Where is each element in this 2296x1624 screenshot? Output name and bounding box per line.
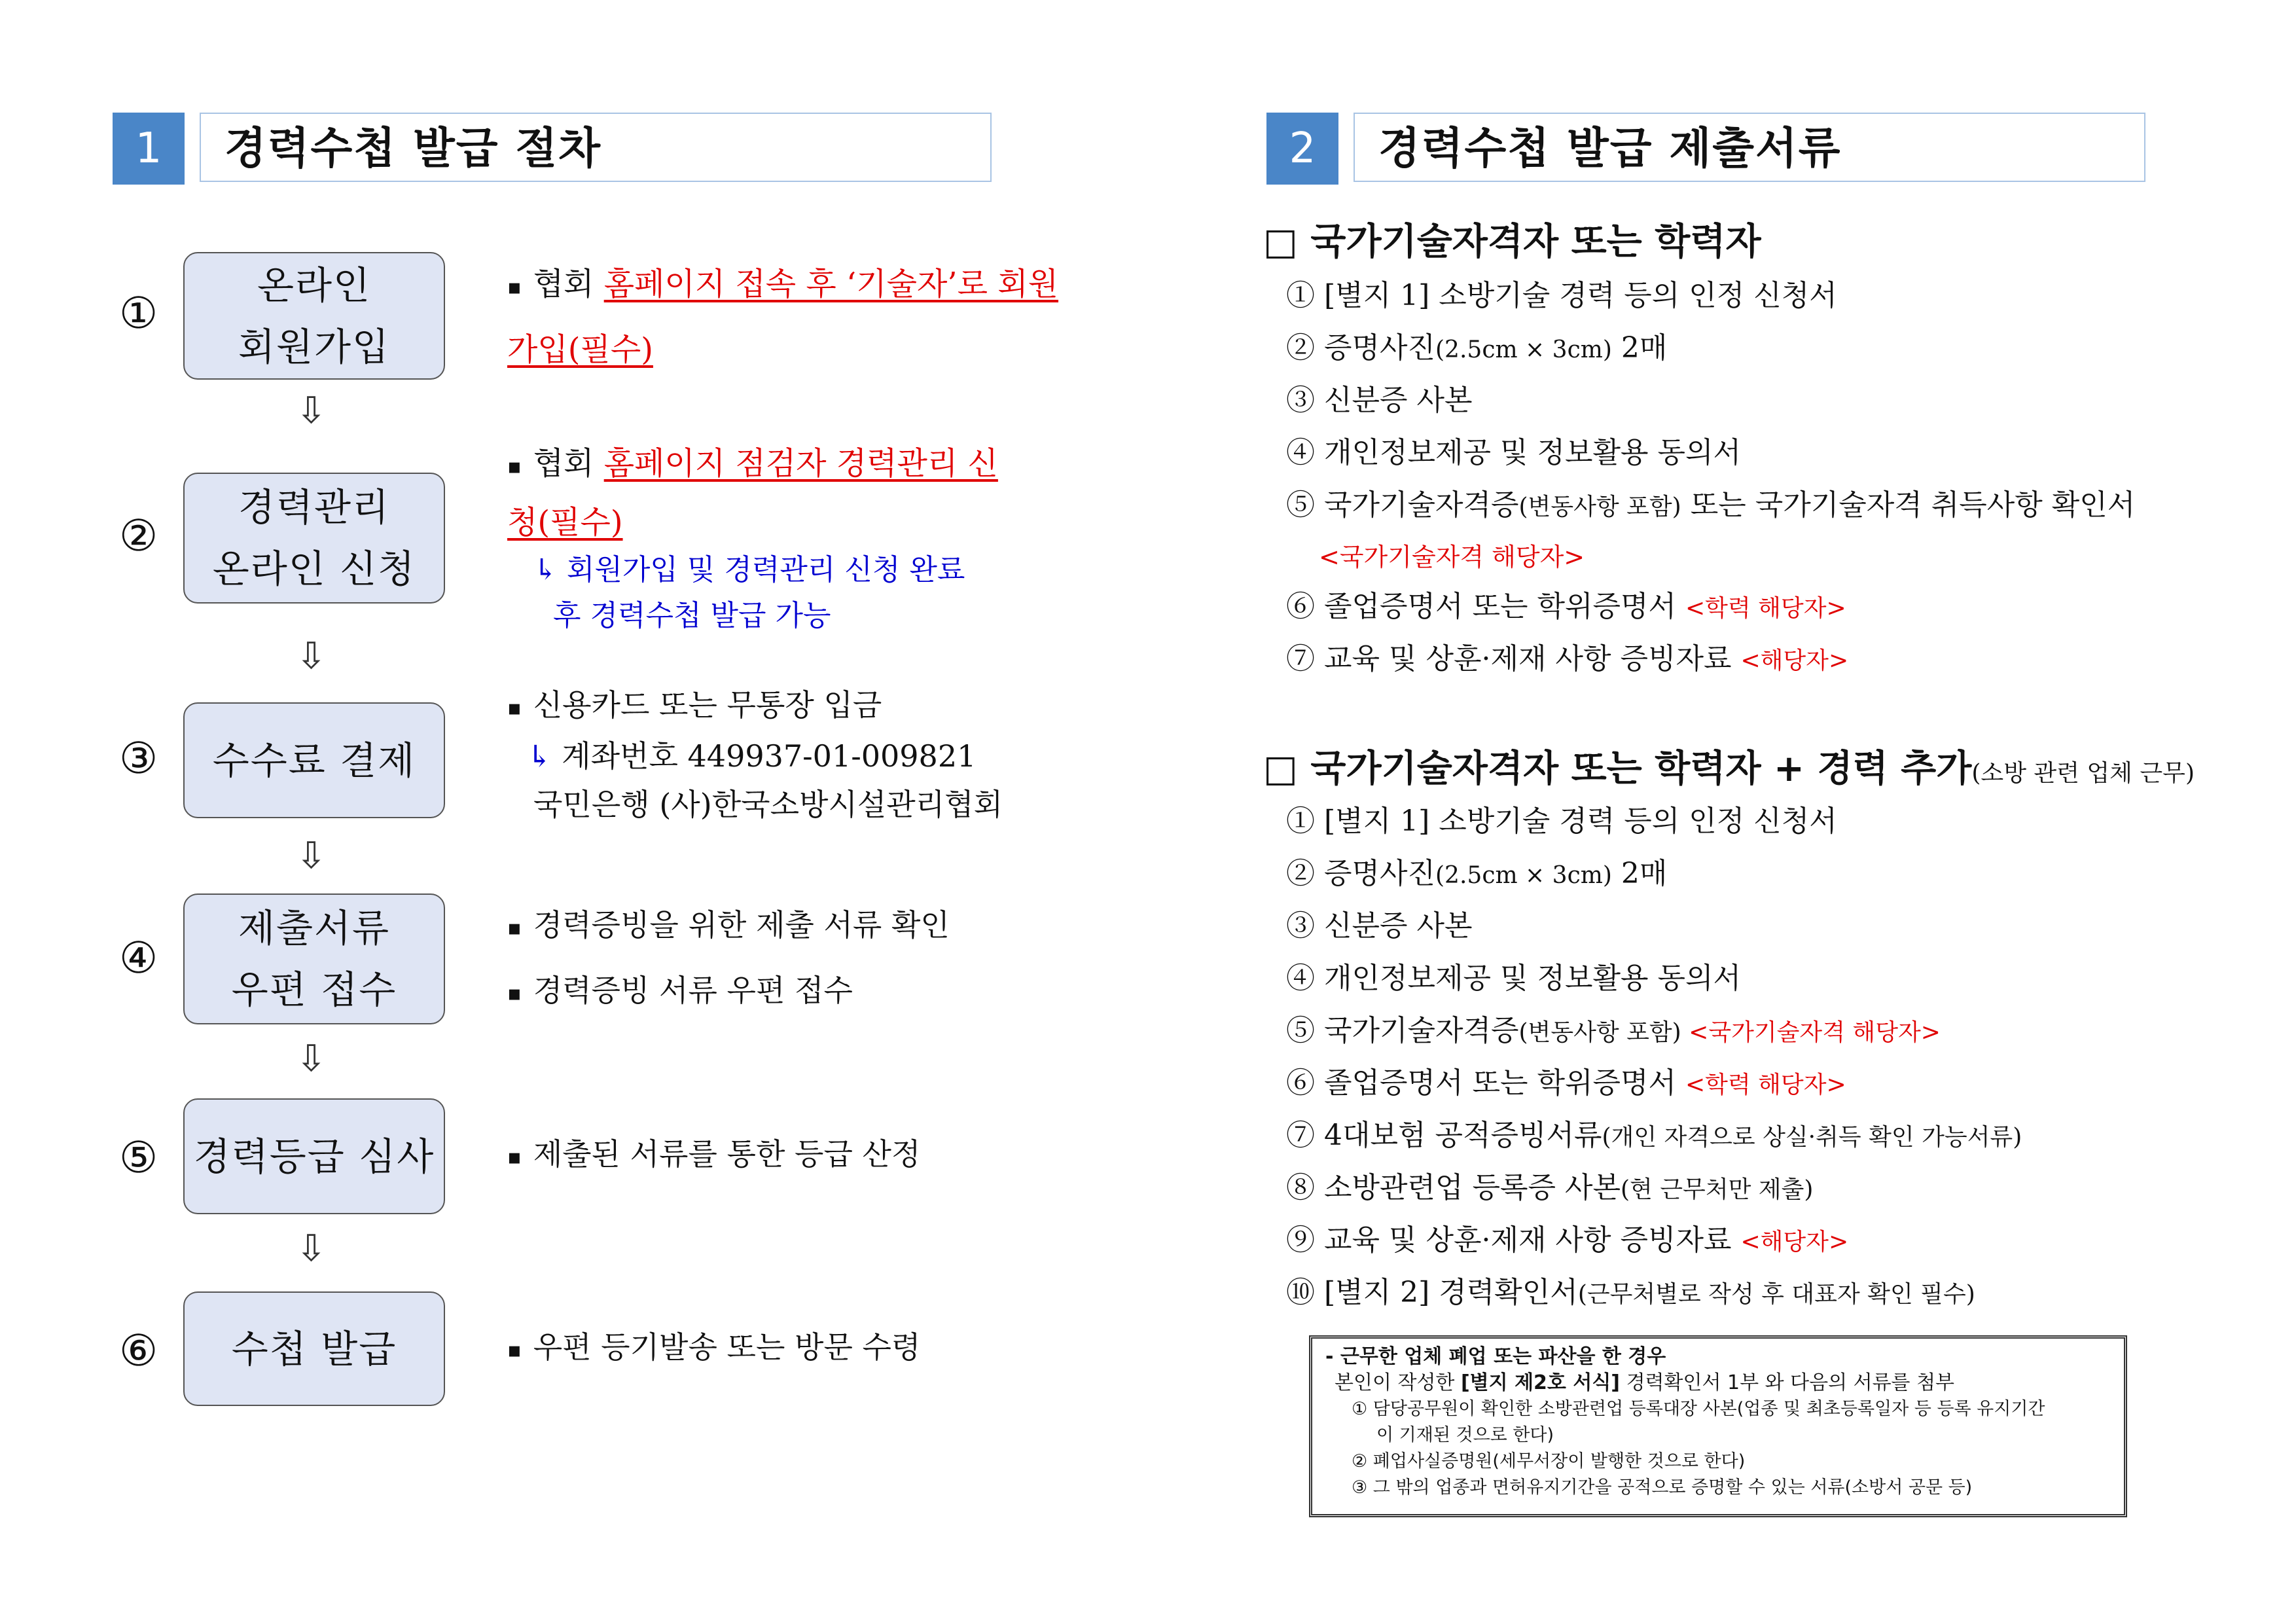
note-text: 후 경력수첩 발급 가능 (553, 598, 831, 632)
doc-item: ⑤ 국가기술자격증(변동사항 포함) <국가기술자격 해당자> (1286, 1014, 1941, 1047)
desc-text: 제출된 서류를 통한 등급 산정 (533, 1136, 921, 1172)
step-desc-3 (507, 681, 1003, 829)
step-label: 수첩 발급 (231, 1326, 397, 1371)
step-label: 경력관리 (238, 485, 391, 530)
signup-link-text: 가입(필수) (507, 331, 653, 368)
apply-link-text: 홈페이지 점검자 경력관리 신 (603, 445, 998, 482)
group-title-2 (1263, 740, 2195, 792)
note-item: ③ 그 밖의 업종과 면허유지기간을 공적으로 증명할 수 있는 서류(소방서 공문 등) (1352, 1477, 1973, 1498)
down-arrow-icon: ⇩ (296, 1227, 327, 1270)
desc-text: 협회 (533, 266, 604, 302)
account-number: 계좌번호 449937-01-009821 (562, 738, 977, 774)
step-desc-2 (507, 432, 998, 639)
desc-text: 우편 등기발송 또는 방문 수령 (533, 1329, 921, 1365)
doc-item: ① [별지 1] 소방기술 경력 등의 인정 신청서 (1286, 279, 1837, 312)
desc-text: 경력증빙을 위한 제출 서류 확인 (533, 907, 950, 943)
bullet-icon: ▪ (507, 1144, 522, 1169)
step-box-review (183, 1098, 445, 1214)
sub-arrow-icon: ↳ (533, 552, 558, 586)
step-label: 회원가입 (238, 324, 391, 369)
bullet-icon: ▪ (507, 274, 522, 299)
note-line: 본인이 작성한 [별지 제2호 서식] 경력확인서 1부 와 다음의 서류를 첨부 (1335, 1371, 1955, 1394)
step-label: 경력등급 심사 (193, 1134, 435, 1179)
down-arrow-icon: ⇩ (296, 1038, 327, 1080)
doc-item: ⑦ 4대보험 공적증빙서류(개인 자격으로 상실·취득 확인 가능서류) (1286, 1119, 2022, 1152)
doc-item: ① [별지 1] 소방기술 경력 등의 인정 신청서 (1286, 804, 1837, 838)
desc-text: 신용카드 또는 무통장 입금 (533, 687, 882, 723)
doc-item: ⑥ 졸업증명서 또는 학위증명서 <학력 해당자> (1286, 1066, 1846, 1100)
step-box-career-apply (183, 473, 445, 604)
group-title-1 (1263, 213, 1761, 265)
down-arrow-icon: ⇩ (296, 835, 327, 877)
step-label: 제출서류 (238, 906, 391, 950)
doc-item: ⑥ 졸업증명서 또는 학위증명서 <학력 해당자> (1286, 590, 1846, 623)
bullet-icon: ▪ (507, 915, 522, 940)
down-arrow-icon: ⇩ (296, 389, 327, 432)
step-label: 온라인 (257, 262, 372, 308)
group-title-note: (소방 관련 업체 근무) (1971, 760, 2195, 787)
apply-link-text: 청(필수) (507, 503, 623, 541)
step-box-signup (183, 252, 445, 380)
doc-item: ⑤ 국가기술자격증(변동사항 포함) 또는 국가기술자격 취득사항 확인서 (1286, 488, 2136, 522)
doc-item: ④ 개인정보제공 및 정보활용 동의서 (1286, 962, 1741, 995)
note-item: ② 폐업사실증명원(세무서장이 발행한 것으로 한다) (1352, 1451, 1746, 1471)
doc-item: ⑩ [별지 2] 경력확인서(근무처별로 작성 후 대표자 확인 필수) (1286, 1276, 1975, 1309)
group-title-text: 국가기술자격자 또는 학력자 + 경력 추가 (1310, 748, 1972, 790)
step-number: ④ (119, 933, 158, 983)
doc-item: ③ 신분증 사본 (1286, 384, 1473, 417)
doc-item: ⑧ 소방관련업 등록증 사본(현 근무처만 제출) (1286, 1171, 1814, 1204)
step-label: 온라인 신청 (212, 547, 416, 591)
bank-name: 국민은행 (사)한국소방시설관리협회 (533, 787, 1003, 822)
note-item: ① 담당공무원이 확인한 소방관련업 등록대장 사본(업종 및 최초등록일자 등 등록 유지기간 (1352, 1399, 2045, 1419)
desc-text: 경력증빙 서류 우편 접수 (533, 973, 853, 1008)
bullet-icon: ▪ (507, 695, 522, 720)
doc-item: ④ 개인정보제공 및 정보활용 동의서 (1286, 436, 1741, 469)
step-box-issue (183, 1291, 445, 1406)
doc-item: ⑨ 교육 및 상훈·제재 사항 증빙자료 <해당자> (1286, 1223, 1849, 1257)
doc-item: ② 증명사진(2.5cm × 3cm) 2매 (1286, 331, 1668, 365)
doc-item-note: <국가기술자격 해당자> (1319, 543, 1585, 571)
group-title-text: 국가기술자격자 또는 학력자 (1310, 221, 1761, 263)
section-number-2: 2 (1266, 113, 1338, 185)
checkbox-icon: □ (1263, 748, 1298, 790)
step-number: ① (119, 288, 158, 338)
signup-link-text: 홈페이지 접속 후 ‘기술자’로 회원 (603, 266, 1059, 302)
step-number: ⑤ (119, 1132, 158, 1183)
note-title: - 근무한 업체 폐업 또는 파산을 한 경우 (1325, 1345, 1666, 1368)
step-number: ② (119, 511, 158, 561)
note-item: 이 기재된 것으로 한다) (1376, 1425, 1554, 1445)
sub-arrow-icon: ↳ (527, 738, 552, 774)
step-label: 수수료 결제 (212, 738, 416, 783)
doc-item: ③ 신분증 사본 (1286, 909, 1473, 943)
section-title-procedure: 경력수첩 발급 절차 (200, 113, 992, 182)
step-desc-4 (507, 893, 950, 1024)
doc-item: ⑦ 교육 및 상훈·제재 사항 증빙자료 <해당자> (1286, 642, 1849, 676)
step-box-payment (183, 702, 445, 818)
step-desc-5 (507, 1123, 920, 1188)
note-text: 회원가입 및 경력관리 신청 완료 (566, 552, 965, 586)
desc-text: 협회 (533, 445, 604, 482)
section-number-1: 1 (113, 113, 185, 185)
step-number: ③ (119, 733, 158, 784)
step-desc-1 (507, 253, 1058, 381)
step-box-submission (183, 893, 445, 1024)
checkbox-icon: □ (1263, 221, 1298, 263)
doc-item: ② 증명사진(2.5cm × 3cm) 2매 (1286, 857, 1668, 890)
section-title-documents: 경력수첩 발급 제출서류 (1354, 113, 2145, 182)
closure-note-box (1309, 1335, 2127, 1517)
step-label: 우편 접수 (231, 967, 397, 1012)
bullet-icon: ▪ (507, 981, 522, 1005)
down-arrow-icon: ⇩ (296, 635, 327, 677)
bullet-icon: ▪ (507, 1337, 522, 1362)
step-number: ⑥ (119, 1326, 158, 1376)
step-desc-6 (507, 1316, 920, 1381)
bullet-icon: ▪ (507, 453, 522, 478)
